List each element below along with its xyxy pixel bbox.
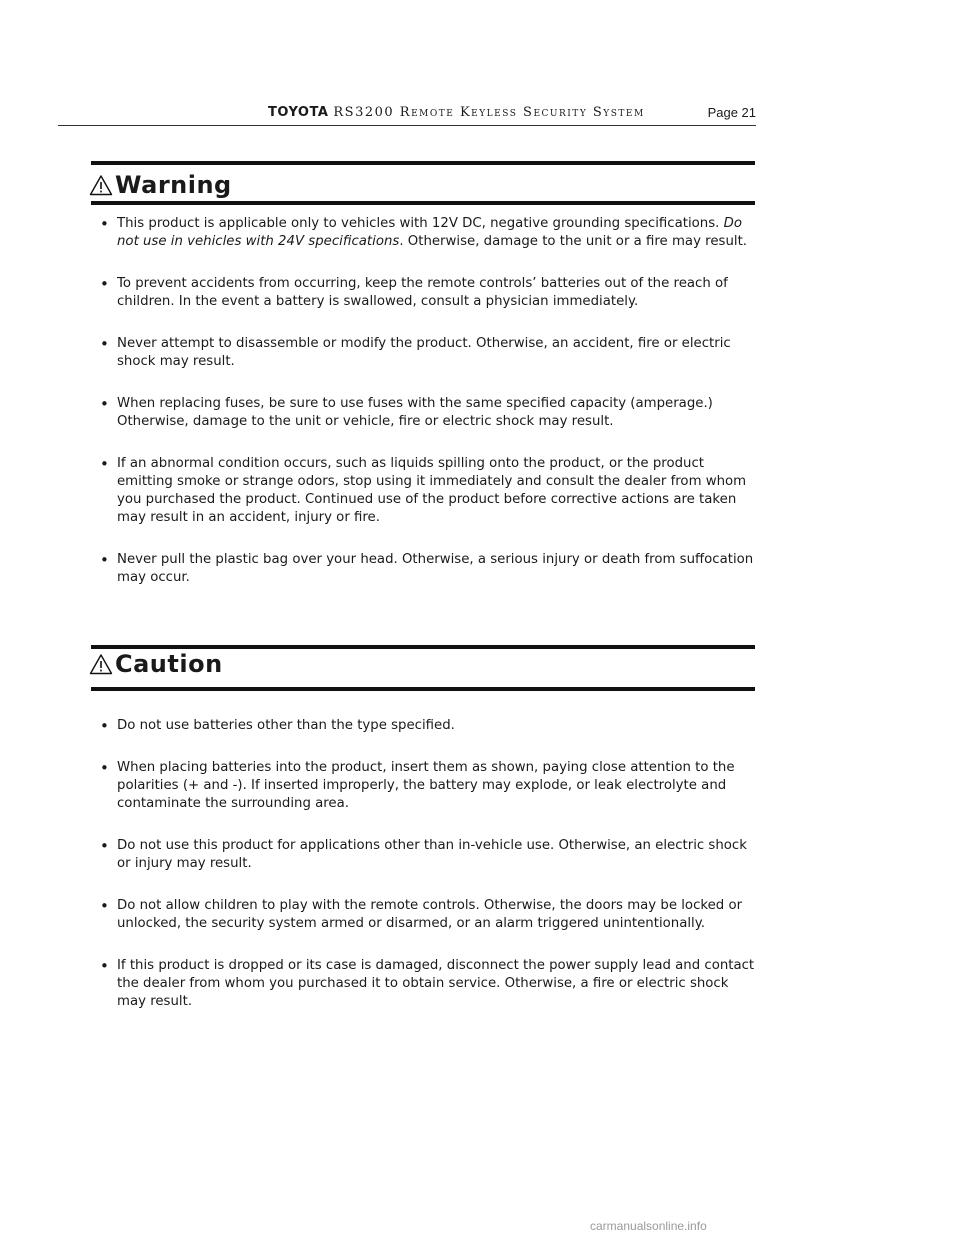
warning-title: Warning bbox=[115, 171, 232, 199]
bullet-icon: • bbox=[100, 551, 109, 569]
warning-list bbox=[100, 215, 760, 587]
warning-item: • When replacing fuses, be sure to use fuses with the same specified capacity (amperage.) Otherwise, damage to the unit or vehicle, fire or electric shock may result. bbox=[100, 395, 713, 429]
watermark: carmanualsonline.info bbox=[590, 1219, 707, 1233]
header-title bbox=[268, 105, 645, 120]
bullet-icon: • bbox=[100, 215, 109, 233]
caution-item: • Do not use this product for applications other than in-vehicle use. Otherwise, an electric shock or injury may result. bbox=[100, 837, 747, 871]
bullet-icon: • bbox=[100, 275, 109, 293]
caution-triangle-icon bbox=[89, 653, 113, 675]
page-header bbox=[58, 103, 756, 126]
bullet-icon: • bbox=[100, 335, 109, 353]
bullet-icon: • bbox=[100, 897, 109, 915]
warning-bottom-rule bbox=[91, 201, 755, 205]
bullet-icon: • bbox=[100, 837, 109, 855]
warning-item: • To prevent accidents from occurring, keep the remote controls’ batteries out of the reach of children. In the event a battery is swallowed, consult a physician immediately. bbox=[100, 275, 728, 309]
warning-item: • If an abnormal condition occurs, such as liquids spilling onto the product, or the product emitting smoke or strange odors, stop using it immediately and consult the dealer from whom you purchased the product. Continued use of the product before corrective actions are taken may result in an accident, injury or fire. bbox=[100, 455, 747, 525]
brand-logo: TOYOTA bbox=[268, 105, 329, 120]
caution-item: • Do not allow children to play with the remote controls. Otherwise, the doors may be locked or unlocked, the security system armed or disarmed, or an alarm triggered unintentionally. bbox=[100, 897, 743, 931]
caution-top-rule bbox=[91, 645, 755, 649]
caution-title: Caution bbox=[115, 650, 223, 678]
header-product-name: RS3200 Remote Keyless Security System bbox=[333, 105, 645, 120]
warning-triangle-icon bbox=[89, 174, 113, 196]
caution-item: • When placing batteries into the product, insert them as shown, paying close attention to the polarities (+ and -). If inserted improperly, the battery may explode, or leak electrolyte and contaminate the surrounding area. bbox=[100, 759, 735, 811]
caution-item: • If this product is dropped or its case is damaged, disconnect the power supply lead and contact the dealer from whom you purchased it to obtain service. Otherwise, a fire or electric shock may result. bbox=[100, 957, 755, 1009]
warning-item: • Never pull the plastic bag over your head. Otherwise, a serious injury or death from suffocation may occur. bbox=[100, 551, 754, 585]
bullet-icon: • bbox=[100, 957, 109, 975]
warning-item: • Never attempt to disassemble or modify the product. Otherwise, an accident, fire or electric shock may result. bbox=[100, 335, 731, 369]
warning-heading bbox=[89, 171, 232, 199]
caution-list bbox=[100, 717, 760, 1011]
warning-item: • This product is applicable only to vehicles with 12V DC, negative grounding specifications. Do not use in vehicles with 24V specifications. Otherwise, damage to the unit or a fire may result. bbox=[100, 215, 748, 249]
bullet-icon: • bbox=[100, 395, 109, 413]
caution-heading bbox=[89, 650, 223, 678]
bullet-icon: • bbox=[100, 759, 109, 777]
page-number: Page 21 bbox=[707, 105, 756, 120]
warning-top-rule bbox=[91, 161, 755, 165]
caution-bottom-rule bbox=[91, 687, 755, 691]
bullet-icon: • bbox=[100, 455, 109, 473]
bullet-icon: • bbox=[100, 717, 109, 735]
caution-item: • Do not use batteries other than the type specified. bbox=[100, 717, 455, 735]
